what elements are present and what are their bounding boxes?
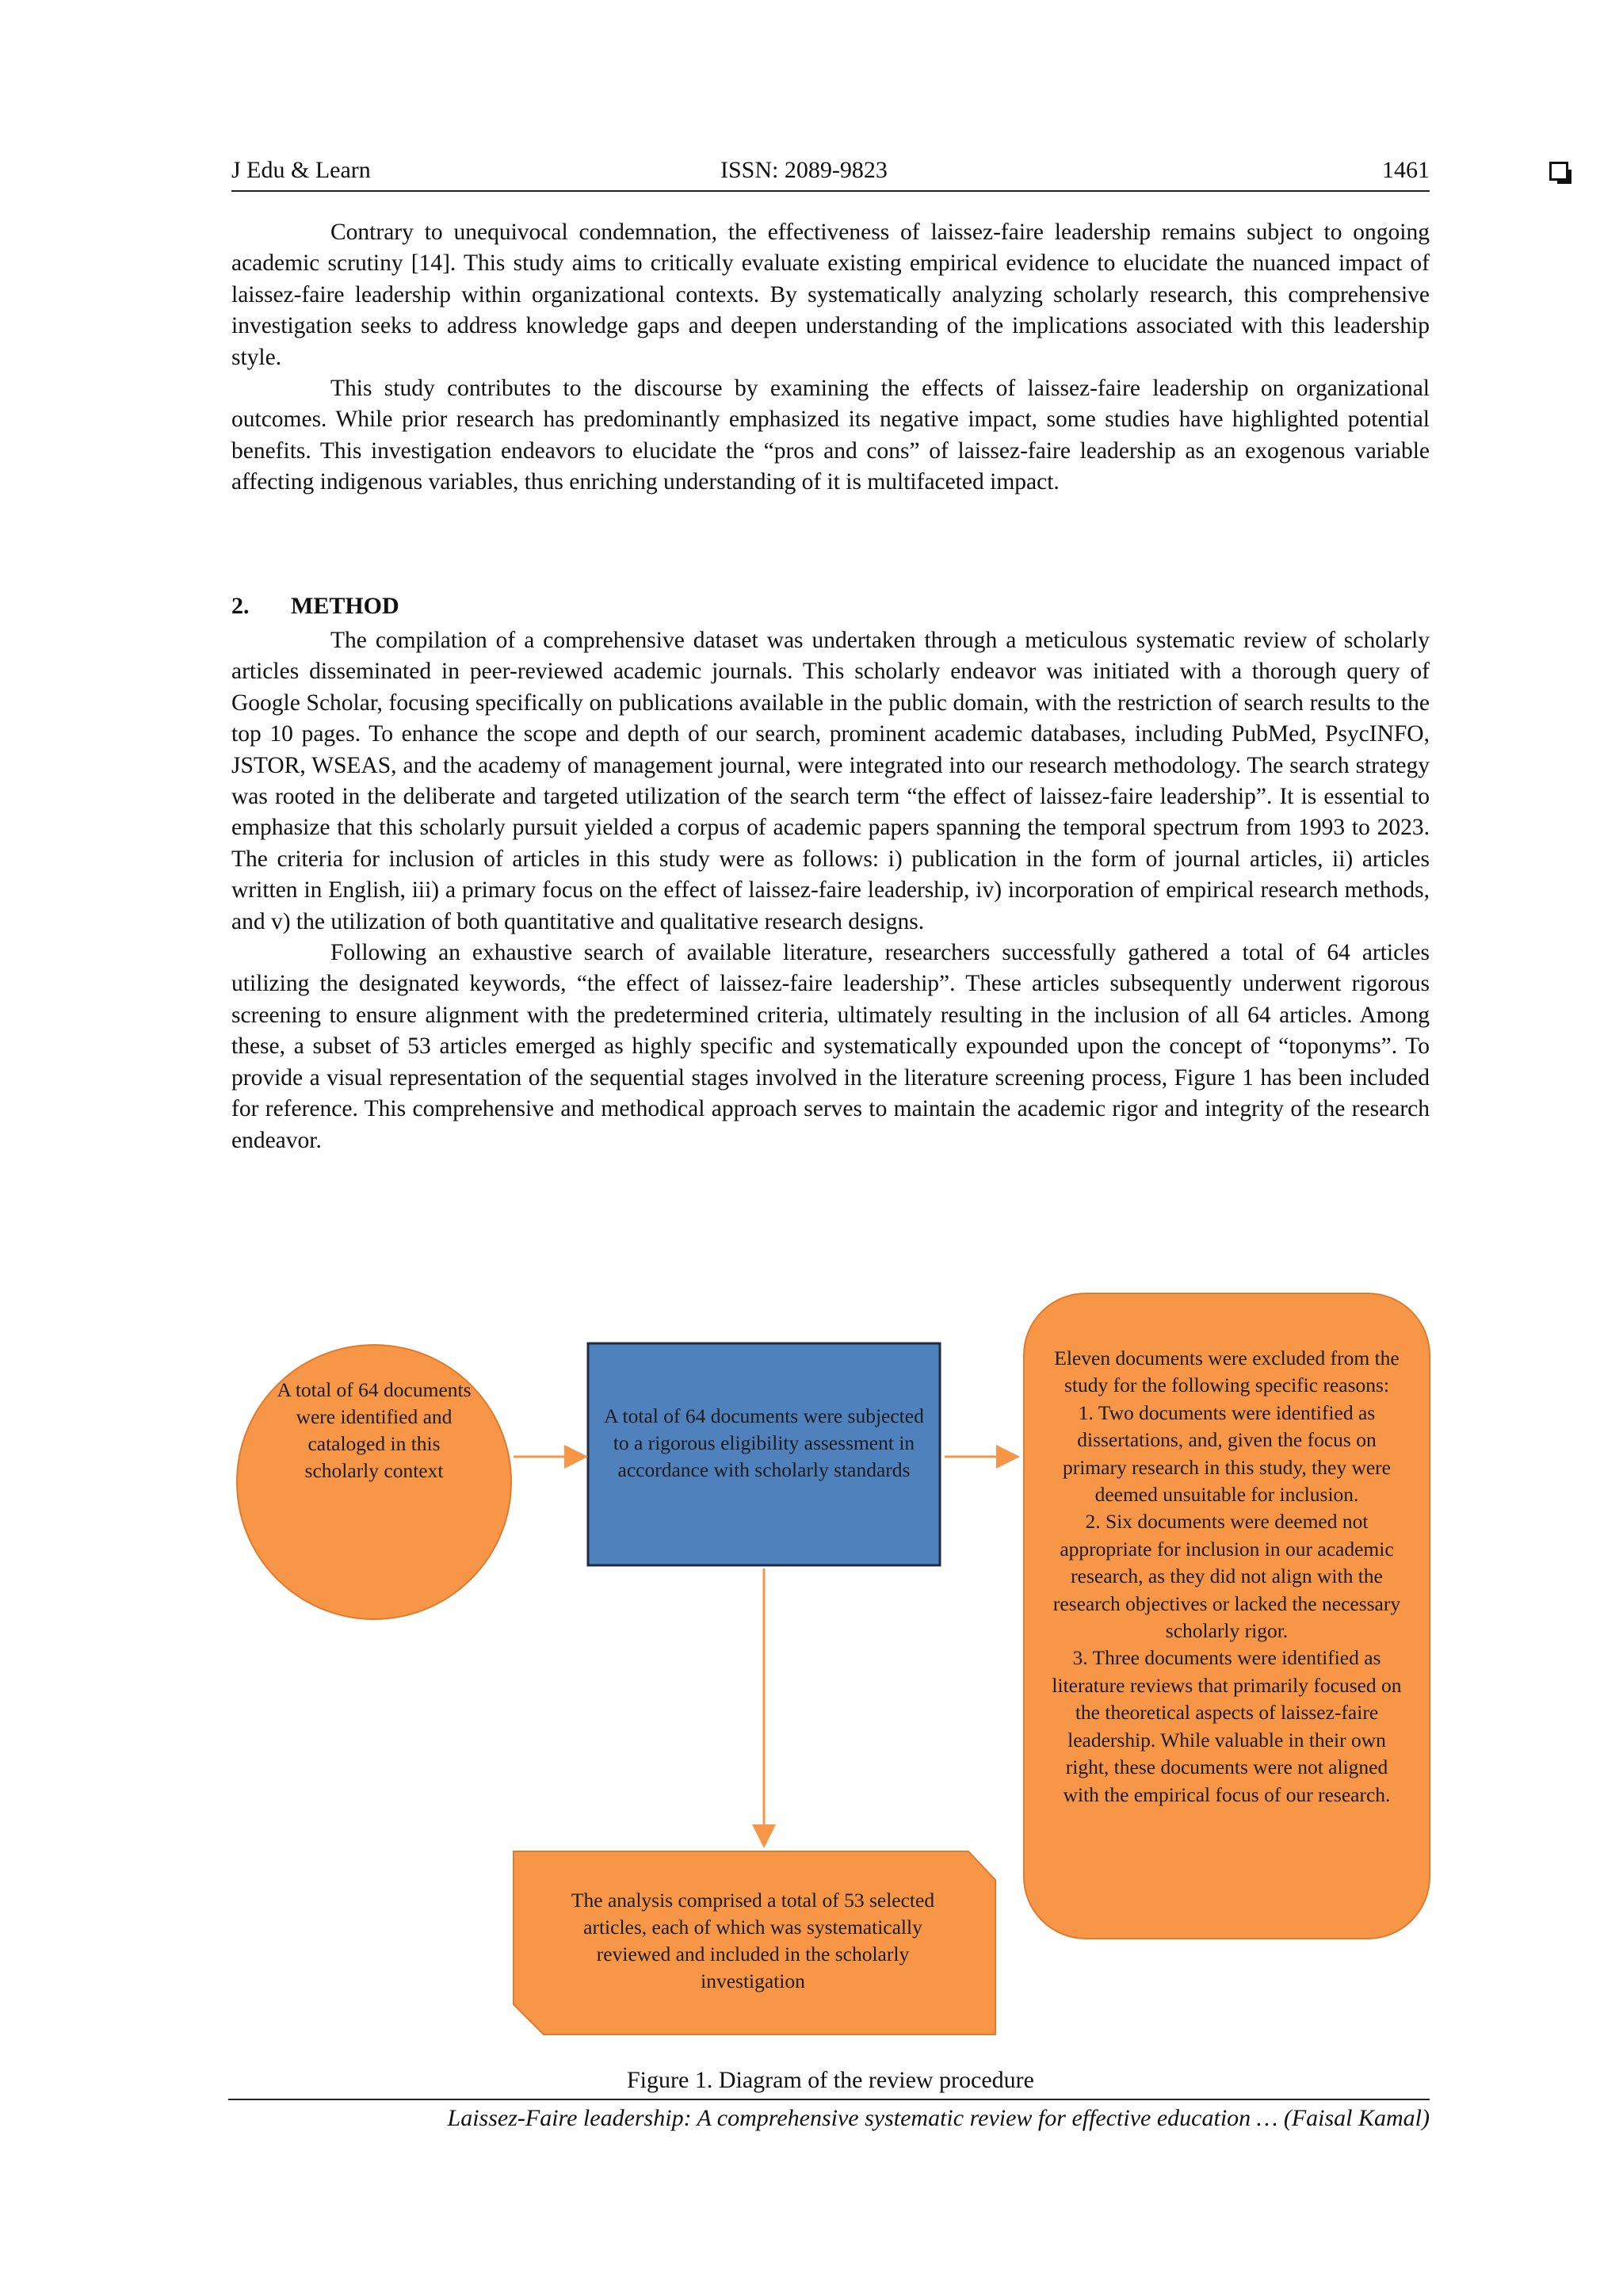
assessment-node-text: A total of 64 documents were subjected to a rigorous eligibility assessment in accordance with scholarly standards bbox=[604, 1404, 924, 1481]
running-footer bbox=[228, 2099, 1430, 2140]
intro-paragraph-1: Contrary to unequivocal condemnation, the effectiveness of laissez-faire leadership remains subject to ongoing academic scrutiny [14]. This study aims to critically evaluate existing empirical evidence to elucidate the nuanced impact of laissez-faire leadership within organizational contexts. By systematically analyzing scholarly research, this comprehensive investigation seeks to address knowledge gaps and deepen understanding of the implications associated with this leadership style. bbox=[231, 220, 1430, 370]
page-number: 1461 bbox=[1382, 157, 1430, 183]
section-number: 2. bbox=[231, 593, 250, 619]
excluded-node-text: Eleven documents were excluded from the study for the following specific reasons: 1. Two documents were identified as dissertations, and, given the focus on primary research in this study, they were deemed unsuitable for inclusion. 2. Six documents were deemed not appropriate for inclusion in our academic research, as they did not align with the research objectives or lacked the necessary scholarly rigor. 3. Three documents were identified as literature reviews that primarily focused on the theoretical aspects of laissez-faire leadership. While valuable in their own right, these documents were not aligned with the empirical focus of our research. bbox=[1052, 1347, 1402, 1806]
identified-node-text: A total of 64 documents were identified and cataloged in this scholarly context bbox=[277, 1378, 472, 1482]
journal-name: J Edu & Learn bbox=[231, 157, 371, 183]
issn: ISSN: 2089-9823 bbox=[720, 157, 888, 183]
intro-paragraph-2: This study contributes to the discourse by examining the effects of laissez-faire leadership on organizational outcomes. While prior research has predominantly emphasized its negative impact, some studies have highlighted potential benefits. This investigation endeavors to elucidate the “pros and cons” of laissez-faire leadership as an exogenous variable affecting indigenous variables, thus enriching understanding of it is multifaceted impact. bbox=[231, 376, 1430, 495]
figure-caption: Figure 1. Diagram of the review procedure bbox=[627, 2067, 1034, 2093]
section-title: METHOD bbox=[291, 593, 399, 619]
method-paragraph-2: Following an exhaustive search of available literature, researchers successfully gathered a total of 64 articles utilizing the designated keywords, “the effect of laissez-faire leadership”. These articles subsequently underwent rigorous screening to ensure alignment with the predetermined criteria, ultimately resulting in the inclusion of all 64 articles. Among these, a subset of 53 articles emerged as highly specific and systematically expounded upon the concept of “toponyms”. To provide a visual representation of the sequential stages involved in the literature screening process, Figure 1 has been included for reference. This comprehensive and methodical approach serves to maintain the academic rigor and integrity of the research endeavor. bbox=[231, 940, 1430, 1153]
method-paragraph-1: The compilation of a comprehensive dataset was undertaken through a meticulous systematic review of scholarly articles disseminated in peer-reviewed academic journals. This scholarly endeavor was initiated with a thorough query of Google Scholar, focusing specifically on publications available in the public domain, with the restriction of search results to the top 10 pages. To enhance the scope and depth of our search, prominent academic databases, including PubMed, PsycINFO, JSTOR, WSEAS, and the academy of management journal, were integrated into our research methodology. The search strategy was rooted in the deliberate and targeted utilization of the search term “the effect of laissez-faire leadership”. It is essential to emphasize that this scholarly pursuit yielded a corpus of academic papers spanning the temporal spectrum from 1993 to 2023. The criteria for inclusion of articles in this study were as follows: i) publication in the form of journal articles, ii) articles written in English, iii) a primary focus on the effect of laissez-faire leadership, iv) incorporation of empirical research methods, and v) the utilization of both quantitative and qualitative research designs. bbox=[231, 628, 1430, 934]
running-title: Laissez-Faire leadership: A comprehensive systematic review for effective education … (Faisal Kamal) bbox=[447, 2105, 1430, 2131]
selected-node-text: The analysis comprised a total of 53 selected articles, each of which was systematically reviewed and included in the scholarly investigation bbox=[571, 1889, 935, 1992]
